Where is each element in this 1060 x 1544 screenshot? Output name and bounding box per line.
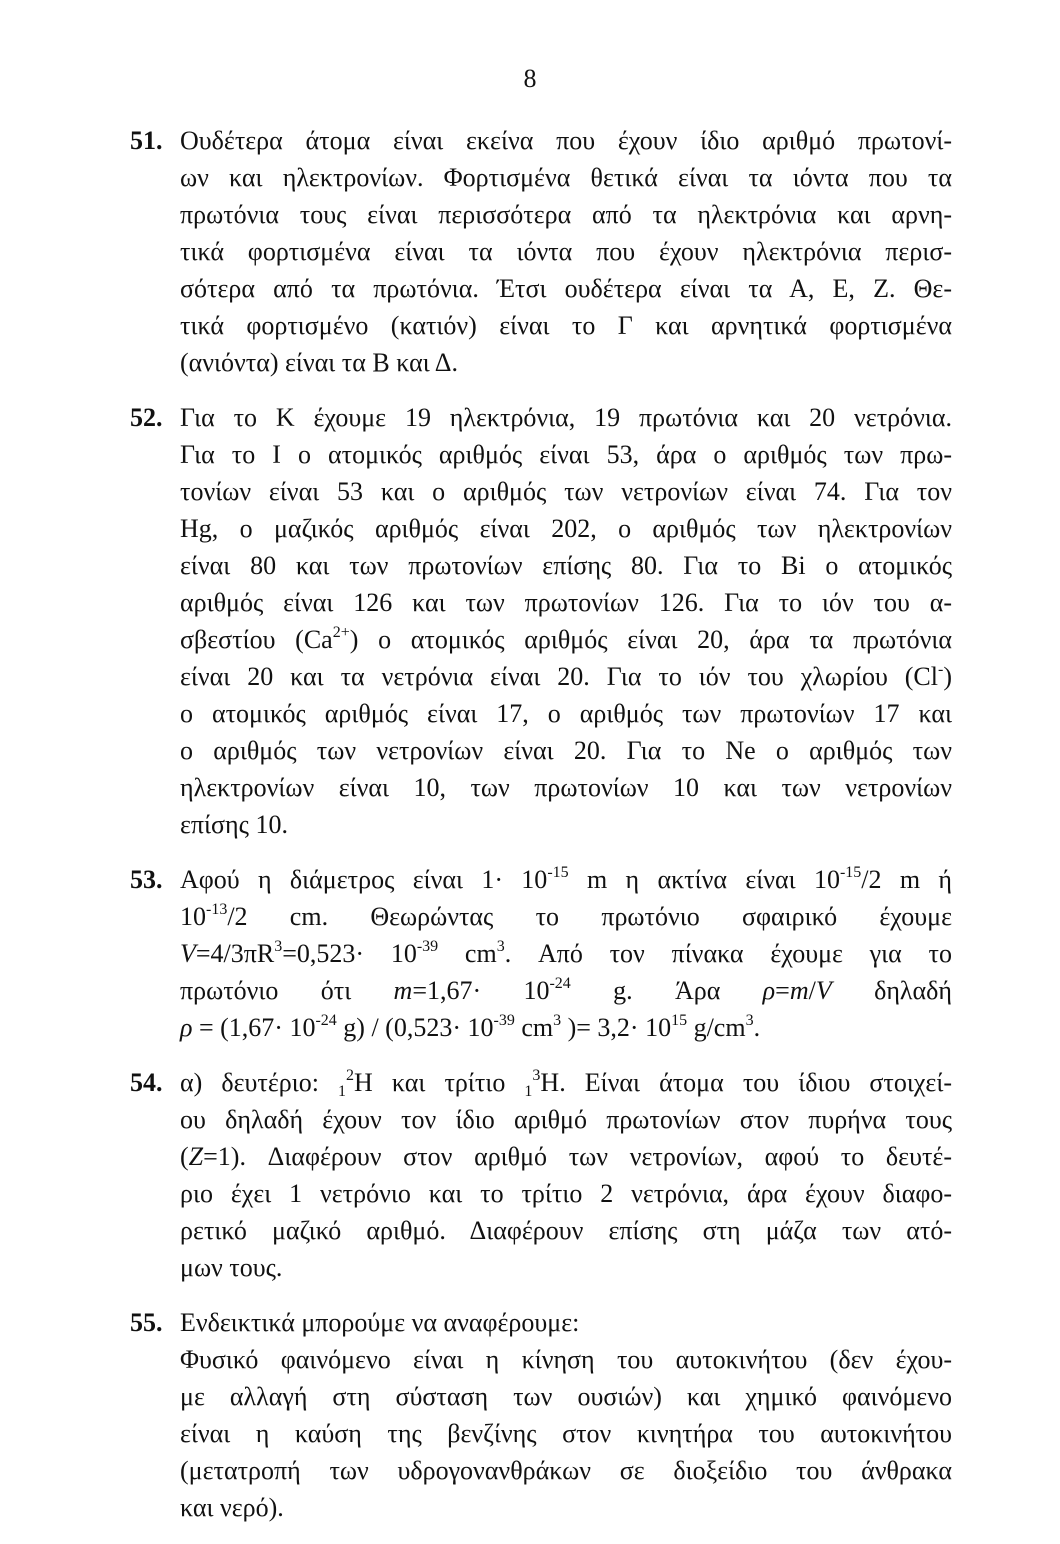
- text-line: είναι 20 και τα νετρόνια είναι 20. Για το ιόν του χλωρίου (Cl-): [180, 661, 952, 691]
- text-line: τικά φορτισμένο (κατιόν) είναι το Γ και αρνητικά φορτισμένα: [180, 311, 952, 340]
- answer-54: [130, 1064, 952, 1286]
- text-line: Ενδεικτικά μπορούμε να αναφέρουμε:: [180, 1308, 580, 1337]
- answer-51: [130, 122, 952, 381]
- answer-53: [130, 861, 952, 1046]
- document-body: [130, 122, 952, 1544]
- answer-55: [130, 1304, 952, 1526]
- text-line: Αφού η διάμετρος είναι $1\cdot 10^{-15}$ m η ακτίνα είναι $10^{-15}/2$ m ή: [180, 864, 953, 894]
- item-number: 51.: [130, 126, 163, 155]
- text-line: ο αριθμός των νετρονίων είναι 20. Για το Ne ο αριθμός των: [180, 736, 952, 765]
- text-line: (μετατροπή των υδρογονανθράκων σε διοξείδιο του άνθρακα: [180, 1456, 952, 1485]
- text-line: επίσης 10.: [180, 810, 288, 839]
- text-line: Φυσικό φαινόμενο είναι η κίνηση του αυτοκινήτου (δεν έχου-: [180, 1345, 952, 1374]
- text-line: ο ατομικός αριθμός είναι 17, ο αριθμός των πρωτονίων 17 και: [180, 699, 952, 728]
- text-line: είναι η καύση της βενζίνης στον κινητήρα του αυτοκινήτου: [180, 1419, 952, 1448]
- text-line: μων τους.: [180, 1253, 283, 1282]
- text-line: (Z=1). Διαφέρουν στον αριθμό των νετρονίων, αφού το δευτέ-: [180, 1142, 952, 1171]
- answer-52: [130, 399, 952, 843]
- text-line: ριο έχει 1 νετρόνιο και το τρίτιο 2 νετρόνια, άρα έχουν διαφο-: [180, 1179, 952, 1208]
- charge-superscript: -: [938, 661, 944, 678]
- text-line: $\rho = (1,67\cdot 10^{-24}$ $g) / (0,523\cdot 10^{-39}$ $cm^3$ )= $3,2\cdot 10^{15}$ $g/cm^3$.: [180, 1012, 761, 1042]
- text-line: ων και ηλεκτρονίων. Φορτισμένα θετικά είναι τα ιόντα που τα: [180, 163, 952, 192]
- item-number: 55.: [130, 1308, 163, 1337]
- text-line: Ουδέτερα άτομα είναι εκείνα που έχουν ίδιο αριθμό πρωτονί-: [180, 126, 952, 155]
- text-line: σότερα από τα πρωτόνια. Έτσι ουδέτερα είναι τα Α, Ε, Ζ. Θε-: [180, 274, 952, 303]
- text-line: και νερό).: [180, 1493, 284, 1522]
- charge-superscript: 2+: [332, 624, 350, 641]
- text-line: πρωτόνια τους είναι περισσότερα από τα ηλεκτρόνια και αρνη-: [180, 200, 952, 229]
- text-line: α) δευτέριο: $_1^2$H και τρίτιο $_1^3$H. Είναι άτομα του ίδιου στοιχεί-: [180, 1067, 952, 1100]
- item-number: 53.: [130, 865, 163, 894]
- text-line: Για το Ι ο ατομικός αριθμός είναι 53, άρα ο αριθμός των πρω-: [180, 440, 952, 469]
- item-number: 54.: [130, 1068, 163, 1097]
- text-line: ου δηλαδή έχουν τον ίδιο αριθμό πρωτονίων στον πυρήνα τους: [180, 1105, 952, 1134]
- text-line: (ανιόντα) είναι τα Β και Δ.: [180, 348, 458, 377]
- text-line: σβεστίου $(Ca^{2+})$ ο ατομικός αριθμός είναι 20, άρα τα πρωτόνια: [180, 624, 952, 654]
- page-number: 8: [523, 64, 537, 93]
- item-number: 52.: [130, 403, 163, 432]
- text-line: $V=4/3\pi R^3=0,523\cdot 10^{-39}$ $cm^3$. Από τον πίνακα έχουμε για το: [180, 938, 952, 968]
- text-line: τικά φορτισμένα είναι τα ιόντα που έχουν ηλεκτρόνια περισ-: [180, 237, 952, 266]
- text-line: με αλλαγή στη σύσταση των ουσιών) και χημικό φαινόμενο: [180, 1382, 952, 1411]
- text-line: αριθμός είναι 126 και των πρωτονίων 126. Για το ιόν του α-: [180, 588, 952, 617]
- text-line: τονίων είναι 53 και ο αριθμός των νετρονίων είναι 74. Για τον: [180, 477, 952, 506]
- text-line: Hg, ο μαζικός αριθμός είναι 202, ο αριθμός των ηλεκτρονίων: [180, 514, 952, 543]
- text-line: ηλεκτρονίων είναι 10, των πρωτονίων 10 και των νετρονίων: [180, 773, 952, 802]
- text-line: πρωτόνιο ότι $m=1,67\cdot 10^{-24}$ g. Άρα ρ=m/V δηλαδή: [180, 975, 952, 1005]
- text-line: $10^{-13}/2$ cm. Θεωρώντας το πρωτόνιο σφαιρικό έχουμε: [180, 901, 952, 931]
- text-line: Για το Κ έχουμε 19 ηλεκτρόνια, 19 πρωτόνια και 20 νετρόνια.: [180, 403, 952, 432]
- text-line: είναι 80 και των πρωτονίων επίσης 80. Για το Bi ο ατομικός: [180, 551, 952, 580]
- text-line: ρετικό μαζικό αριθμό. Διαφέρουν επίσης στη μάζα των ατό-: [180, 1216, 952, 1245]
